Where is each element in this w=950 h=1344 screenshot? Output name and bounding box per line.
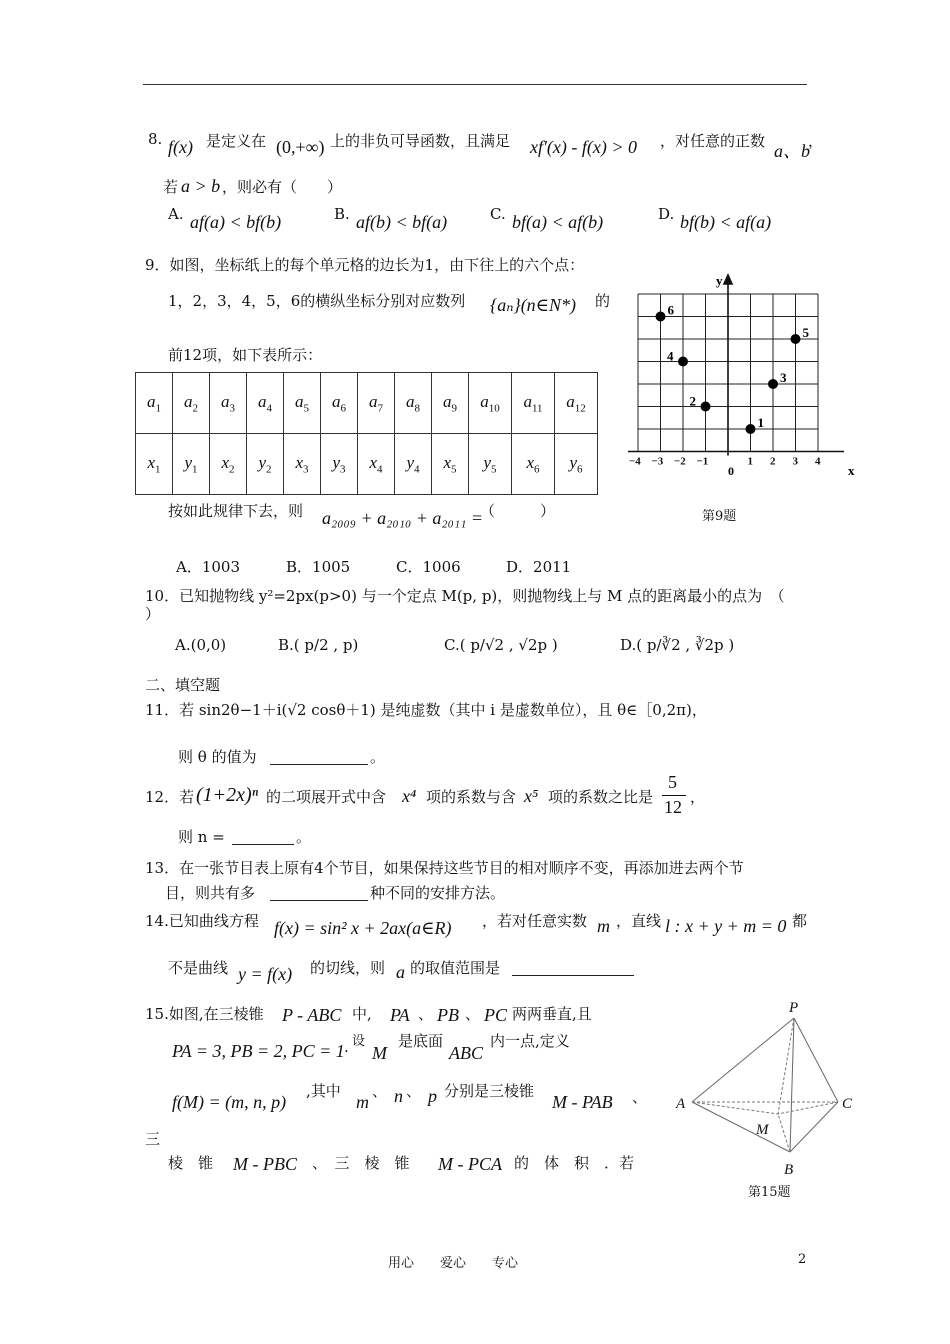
data-point bbox=[656, 312, 666, 322]
q12-x4: x⁴ bbox=[402, 786, 417, 806]
q15-line1a: 15.如图,在三棱锥 bbox=[145, 1005, 264, 1023]
q8-option-d: bf(b) < af(a) bbox=[680, 212, 772, 232]
q9-option-b: B．1005 bbox=[286, 558, 351, 576]
q13-line2b: 种不同的安排方法。 bbox=[370, 884, 506, 902]
data-point-label: 2 bbox=[689, 393, 696, 409]
q8-option-d-label: D. bbox=[658, 205, 675, 223]
x-tick-label: 1 bbox=[747, 455, 753, 468]
q12-binomial: (1+2x)ⁿ bbox=[196, 784, 258, 806]
q8-text2: 上的非负可导函数，且满足 bbox=[330, 132, 511, 150]
q9-sequence: {aₙ}(n∈N*) bbox=[490, 295, 577, 315]
x-tick-label: −2 bbox=[674, 455, 686, 468]
q8-text1: 是定义在 bbox=[206, 132, 267, 150]
q14-answer-blank bbox=[512, 959, 634, 976]
q9-table bbox=[135, 372, 598, 495]
q12-line1d: 项的系数之比是 bbox=[548, 788, 654, 806]
q12-line1a: 12．若 bbox=[145, 788, 195, 806]
q10-option-b: B.( p/2 , p) bbox=[278, 636, 359, 654]
x-tick-label: 3 bbox=[792, 455, 798, 468]
q11-answer-blank bbox=[270, 748, 368, 765]
edge-AB bbox=[692, 1102, 790, 1152]
q15-m: m bbox=[356, 1092, 369, 1112]
x-tick-label: −1 bbox=[696, 455, 709, 468]
q11-line1: 11．若 sin2θ−1＋i(√2 cosθ＋1) 是纯虚数（其中 i 是虚数单位），且 θ∈［0,2π)， bbox=[145, 701, 707, 719]
q15-d2: 、 bbox=[406, 1082, 422, 1100]
q11-end: 。 bbox=[370, 748, 386, 766]
q9-line1: 9．如图，坐标纸上的每个单元格的边长为1，由下往上的六个点： bbox=[145, 256, 585, 274]
section-fill-in: 二、填空题 bbox=[145, 676, 221, 694]
q10-line1-close: ） bbox=[145, 605, 161, 623]
data-point bbox=[791, 334, 801, 344]
q15-line5a: 棱 锥 bbox=[168, 1154, 214, 1172]
q8-compare: a > b bbox=[181, 176, 221, 196]
x-tick-label: 4 bbox=[815, 455, 821, 468]
q8-option-a-label: A. bbox=[168, 205, 184, 223]
q8-interval: (0,+∞) bbox=[276, 137, 325, 157]
edge-BC bbox=[790, 1102, 838, 1152]
q12-fraction-bar bbox=[662, 795, 686, 796]
q8-number: 8. bbox=[148, 130, 163, 148]
q9-line2a: 1，2，3，4，5，6的横纵坐标分别对应数列 bbox=[168, 292, 466, 310]
q15-line1c: 两两垂直,且 bbox=[512, 1005, 592, 1023]
q8-option-c: bf(a) < af(b) bbox=[512, 212, 604, 232]
q15-p: p bbox=[428, 1086, 437, 1106]
x-axis-label: x bbox=[848, 463, 855, 478]
q14-line2a: 不是曲线 bbox=[168, 959, 229, 977]
q8-option-b-label: B. bbox=[334, 205, 350, 223]
q14-equation: f(x) = sin² x + 2ax(a∈R) bbox=[274, 918, 452, 938]
data-point-label: 3 bbox=[780, 370, 787, 385]
q12-line2: 则 n = bbox=[178, 828, 225, 846]
table-row: $x_1$ $y_1$ $x_2$ $y_2$ $x_3$ $y_3$ $x_4$ $y_4$ $x_5$ $y_5$ $x_6$ $y_6$ bbox=[136, 434, 598, 495]
x-tick-label: −4 bbox=[629, 455, 641, 468]
x-tick-label: 2 bbox=[770, 455, 776, 468]
q15-line2c: 内一点,定义 bbox=[490, 1032, 570, 1050]
q12-comma: ， bbox=[690, 788, 706, 806]
q9-line2b: 的 bbox=[595, 292, 611, 310]
q8-option-a: af(a) < bf(b) bbox=[190, 212, 282, 232]
q10-line1: 10．已知抛物线 y²=2px(p>0) 与一个定点 M(p, p)，则抛物线上与 M 点的距离最小的点为 （ bbox=[145, 587, 785, 605]
segment-AM bbox=[692, 1102, 778, 1114]
q15-pa: PA bbox=[390, 1005, 410, 1025]
q15-line4: 三 bbox=[145, 1130, 161, 1148]
q14-line1b: ，若对任意实数 bbox=[482, 912, 588, 930]
q14-line1c: ，直线 bbox=[616, 912, 662, 930]
q9-line4: 按如此规律下去，则 bbox=[168, 502, 304, 520]
data-point-label: 5 bbox=[802, 325, 809, 340]
q9-sum: a₂₀₀₉ + a₂₀₁₀ + a₂₀₁₁ = bbox=[322, 508, 484, 528]
table-row: $a_1$ $a_2$ $a_3$ $a_4$ $a_5$ $a_6$ $a_7$ $a_8$ $a_9$ $a_{10}$ $a_{11}$ $a_{12}$ bbox=[136, 373, 598, 434]
q8-line2a: 若 bbox=[163, 178, 179, 196]
q15-m-pca: M - PCA bbox=[438, 1154, 502, 1174]
q12-fraction-numerator: 5 bbox=[668, 772, 677, 792]
q9-option-c: C．1006 bbox=[396, 558, 461, 576]
q15-n: n bbox=[394, 1086, 403, 1106]
vertex-P-label: P bbox=[789, 1000, 799, 1016]
q14-line2c: 的取值范围是 bbox=[410, 959, 501, 977]
x-tick-label: −3 bbox=[651, 455, 664, 468]
q13-line2a: 目，则共有多 bbox=[165, 884, 256, 902]
q12-fraction-denominator: 12 bbox=[664, 797, 682, 817]
q8-option-c-label: C. bbox=[490, 205, 506, 223]
q15-line3a: ,其中 bbox=[306, 1082, 341, 1100]
q15-line3b: 分别是三棱锥 bbox=[444, 1082, 535, 1100]
q12-line1c: 项的系数与含 bbox=[426, 788, 517, 806]
q14-line-equation: l : x + y + m = 0 bbox=[665, 916, 787, 936]
q8-line2b: ，则必有（ ） bbox=[222, 178, 343, 196]
q14-curve: y = f(x) bbox=[238, 964, 293, 984]
y-axis-arrow-icon bbox=[724, 275, 732, 284]
y-axis-label: y bbox=[716, 273, 723, 288]
q15-sep1: 、 bbox=[418, 1005, 434, 1023]
q13-line1: 13．在一张节目表上原有4个节目，如果保持这些节目的相对顺序不变，再添加进去两个节 bbox=[145, 859, 744, 877]
data-point-label: 6 bbox=[667, 302, 674, 318]
data-point bbox=[746, 424, 756, 434]
header-rule bbox=[143, 84, 807, 85]
q8-fx: f(x) bbox=[168, 137, 193, 157]
q9-coordinate-figure bbox=[626, 270, 862, 500]
q15-m-pbc: M - PBC bbox=[233, 1154, 297, 1174]
q15-pb: PB bbox=[437, 1005, 459, 1025]
q15-dot: . bbox=[344, 1038, 349, 1056]
q9-line3: 前12项，如下表所示： bbox=[168, 346, 323, 364]
point-M-label: M bbox=[756, 1122, 769, 1138]
q12-x5: x⁵ bbox=[524, 786, 539, 806]
data-point-label: 1 bbox=[757, 415, 764, 430]
q15-she: 设 bbox=[352, 1034, 366, 1049]
q8-text3: ，对任意的正数 bbox=[660, 132, 766, 150]
q15-pyramid-figure bbox=[672, 996, 862, 1196]
q15-d1: 、 bbox=[372, 1082, 388, 1100]
segment-CM bbox=[778, 1102, 838, 1114]
vertex-A-label: A bbox=[676, 1096, 686, 1112]
q15-pyramid: P - ABC bbox=[282, 1005, 342, 1025]
q12-answer-blank bbox=[232, 828, 294, 845]
data-point bbox=[678, 357, 688, 367]
page-number: 2 bbox=[798, 1252, 807, 1267]
q9-figure-caption: 第9题 bbox=[702, 509, 737, 524]
q15-abc: ABC bbox=[449, 1043, 483, 1063]
q8-condition: xf′(x) - f(x) > 0 bbox=[530, 137, 638, 157]
q8-option-b: af(b) < bf(a) bbox=[356, 212, 448, 232]
q8-ab: a、b bbox=[774, 141, 810, 161]
q15-line1b: 中, bbox=[352, 1005, 372, 1023]
q14-m: m bbox=[597, 916, 610, 936]
q11-line2: 则 θ 的值为 bbox=[178, 748, 257, 766]
q15-line5b: 、 三 棱 锥 bbox=[312, 1154, 410, 1172]
q13-answer-blank bbox=[270, 884, 368, 901]
q9-option-d: D．2011 bbox=[506, 558, 572, 576]
edge-PA bbox=[692, 1018, 794, 1102]
origin-label: 0 bbox=[728, 464, 734, 478]
q12-end: 。 bbox=[296, 828, 312, 846]
footer-motto: 用心 爱心 专心 bbox=[388, 1256, 519, 1271]
q15-d3: 、 bbox=[632, 1088, 648, 1106]
q15-f-of-M: f(M) = (m, n, p) bbox=[172, 1092, 287, 1112]
q15-line5c: 的 体 积 ．若 bbox=[514, 1154, 635, 1172]
q15-lengths: PA = 3, PB = 2, PC = 1 bbox=[172, 1041, 345, 1061]
vertex-B-label: B bbox=[784, 1162, 794, 1178]
q15-line2b: 是底面 bbox=[398, 1032, 444, 1050]
data-point bbox=[701, 402, 711, 412]
data-point-label: 4 bbox=[667, 348, 674, 364]
q12-line1b: 的二项展开式中含 bbox=[266, 788, 387, 806]
q15-m-pab: M - PAB bbox=[552, 1092, 613, 1112]
q14-line2b: 的切线，则 bbox=[310, 959, 386, 977]
q15-figure-caption: 第15题 bbox=[748, 1185, 791, 1200]
data-point bbox=[768, 379, 778, 389]
q10-option-d: D.( p/∛2 , ∛2p ) bbox=[620, 636, 735, 654]
q14-line1d: 都 bbox=[792, 912, 808, 930]
q10-option-a: A.(0,0) bbox=[175, 636, 227, 654]
q14-a: a bbox=[396, 962, 405, 982]
q10-option-c: C.( p/√2 , √2p ) bbox=[444, 636, 558, 654]
q9-paren: （ ） bbox=[480, 502, 556, 520]
edge-PC bbox=[794, 1018, 838, 1102]
q15-pc: PC bbox=[484, 1005, 508, 1025]
q15-M: M bbox=[372, 1043, 387, 1063]
vertex-C-label: C bbox=[842, 1096, 853, 1112]
q8-comma: ， bbox=[808, 132, 824, 150]
q14-line1a: 14.已知曲线方程 bbox=[145, 912, 259, 930]
q9-option-a: A．1003 bbox=[176, 558, 241, 576]
q15-sep2: 、 bbox=[465, 1005, 481, 1023]
